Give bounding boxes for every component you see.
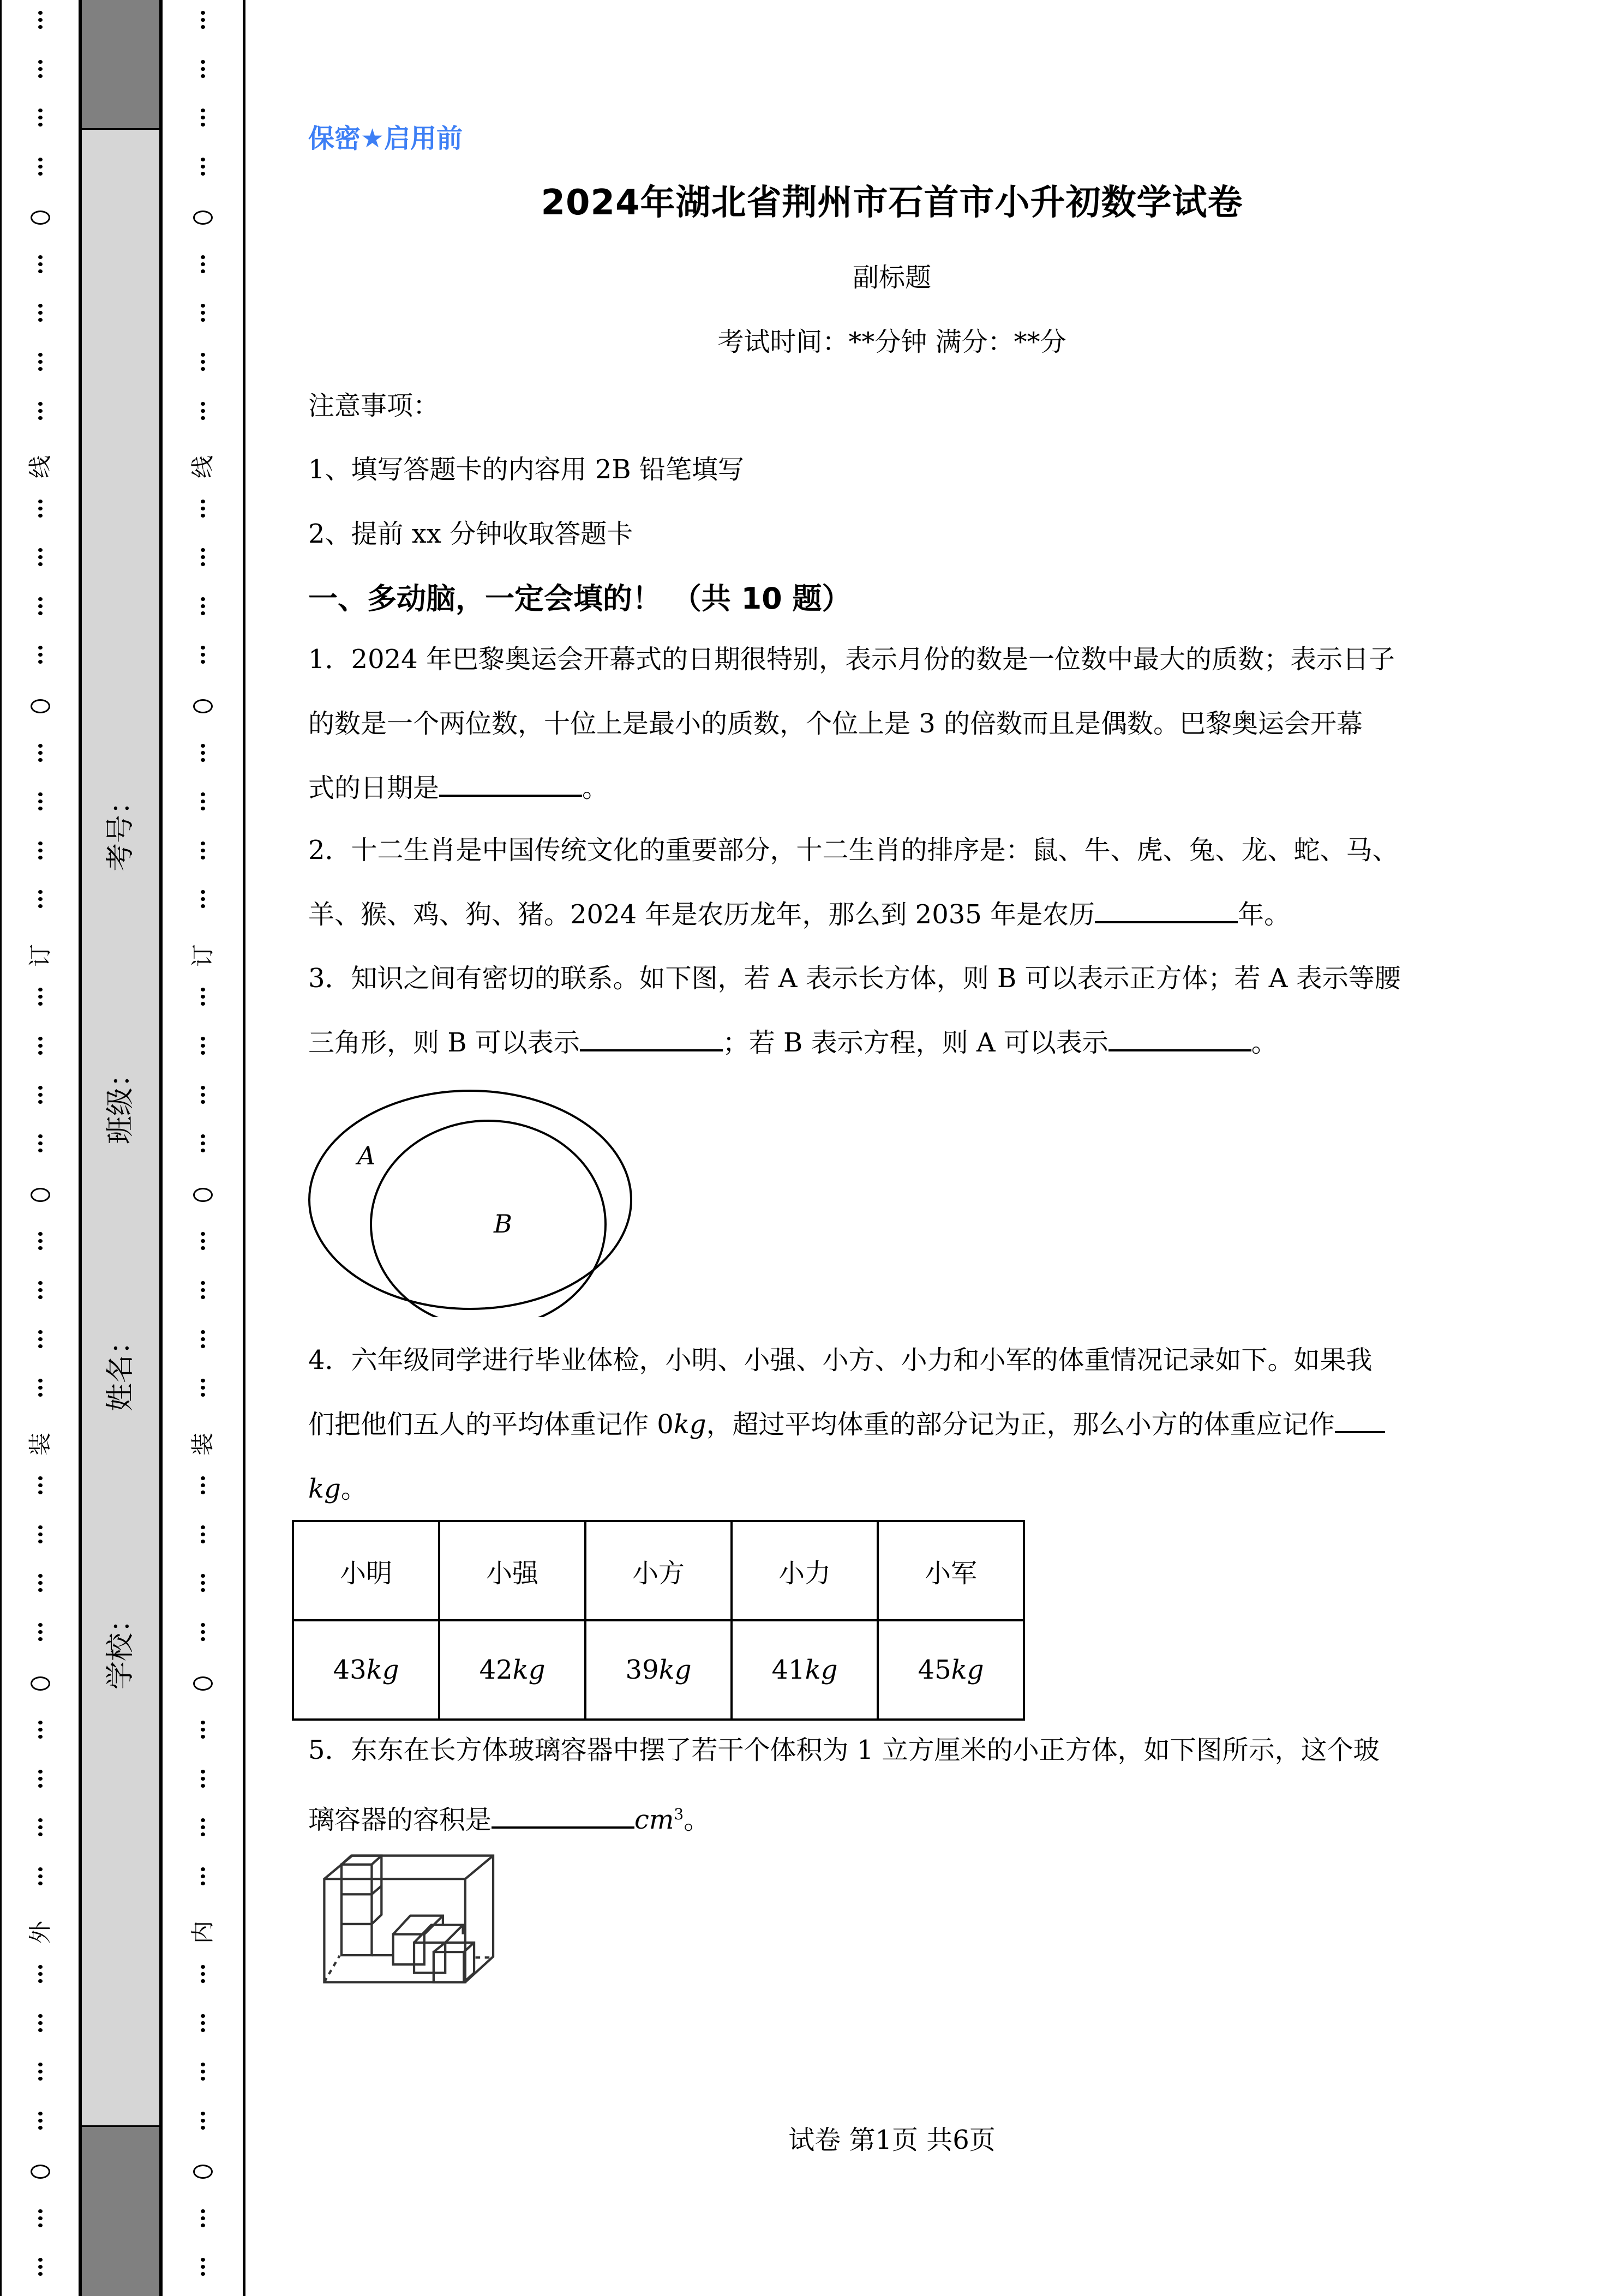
inner-dots: [200, 11, 206, 32]
cube: [393, 1934, 424, 1964]
question-text: 2．十二生肖是中国传统文化的重要部分，十二生肖的排序是：鼠、牛、虎、兔、龙、蛇、马、: [308, 835, 1399, 865]
answer-blank[interactable]: [1335, 1409, 1385, 1433]
binding-outer-column: [0, 0, 82, 2296]
outer-dots: [37, 1770, 44, 1791]
inner-dots: [200, 60, 206, 81]
unit-kg: kg: [308, 1474, 341, 1504]
table-row-weights: [293, 1620, 1024, 1720]
outer-set-ellipse: [309, 1091, 631, 1309]
outer-dots: [37, 2014, 44, 2035]
question-text-part: 。: [582, 773, 609, 803]
table-cell-name: 小方: [585, 1521, 732, 1620]
outer-circle-icon: [31, 1188, 50, 1202]
outer-cut-label: 订: [26, 944, 53, 967]
outer-dots: [37, 1037, 44, 1058]
outer-dots: [37, 1965, 44, 1986]
inner-dots: [200, 500, 206, 521]
inner-dots: [200, 158, 206, 179]
inner-dots: [200, 1086, 206, 1107]
question-text: [308, 882, 1476, 947]
table-cell-name: 小强: [439, 1521, 585, 1620]
outer-circle-icon: [31, 211, 50, 225]
inner-dots: [200, 2258, 206, 2279]
question-text: [308, 1457, 1476, 1521]
section-heading: 一、多动脑，一定会填的！ （共 10 题）: [308, 581, 852, 616]
answer-blank[interactable]: [492, 1805, 634, 1829]
note-item: 2、提前 xx 分钟收取答题卡: [308, 519, 633, 549]
question-text: 1．2024 年巴黎奥运会开幕式的日期很特别，表示月份的数是一位数中最大的质数；表示日子: [308, 644, 1395, 675]
inner-dots: [200, 1281, 206, 1302]
container-hidden-edge: [324, 1956, 339, 1982]
unit-cm: cm: [634, 1805, 674, 1835]
unit-exponent: 3: [674, 1805, 684, 1823]
inner-circle-icon: [193, 699, 213, 713]
outer-dots: [37, 2258, 44, 2279]
inner-dots: [200, 2014, 206, 2035]
question-2: [308, 818, 1476, 947]
question-text: 5．东东在长方体玻璃容器中摆了若干个体积为 1 立方厘米的小正方体，如下图所示，这个玻: [308, 1735, 1380, 1765]
question-3: [308, 946, 1476, 1075]
table-cell-weight: 39kg: [585, 1620, 732, 1720]
inner-dots: [200, 792, 206, 814]
answer-blank[interactable]: [580, 1027, 723, 1051]
question-4: [308, 1328, 1476, 1521]
inner-dots: [200, 402, 206, 423]
outer-dots: [37, 11, 44, 32]
inner-dots: [200, 1037, 206, 1058]
inner-dots: [200, 1232, 206, 1253]
table-cell-name: 小明: [293, 1521, 439, 1620]
outer-dots: [37, 988, 44, 1009]
question-text-part: 。: [684, 1805, 710, 1835]
inner-dots: [200, 1574, 206, 1595]
outer-dots: [37, 158, 44, 179]
inner-dots: [200, 304, 206, 325]
inner-dots: [200, 597, 206, 618]
question-text-part: 。: [1251, 1027, 1278, 1058]
inner-cut-label: 线: [189, 455, 216, 479]
outer-dots: [37, 353, 44, 374]
outer-dots: [37, 1476, 44, 1498]
question-text-part: 三角形，则 B 可以表示: [308, 1027, 580, 1058]
confidential-label: 保密★启用前: [308, 123, 463, 154]
exam-number-label: 考号：: [104, 786, 137, 872]
inner-dots: [200, 1134, 206, 1156]
inner-circle-icon: [193, 211, 213, 225]
question-text-part: 璃容器的容积是: [308, 1805, 492, 1835]
exam-info: 考试时间：**分钟 满分：**分: [717, 327, 1066, 357]
school-label: 学校：: [104, 1604, 137, 1690]
outer-dots: [37, 304, 44, 325]
outer-dots: [37, 842, 44, 863]
exam-title: 2024年湖北省荆州市石首市小升初数学试卷: [541, 183, 1243, 223]
inner-dots: [200, 353, 206, 374]
outer-cut-label: 外: [26, 1921, 53, 1944]
inner-set-ellipse: [371, 1121, 606, 1317]
table-cell-weight: 41kg: [732, 1620, 878, 1720]
outer-dots: [37, 548, 44, 569]
set-b-label: B: [494, 1209, 512, 1239]
outer-dots: [37, 255, 44, 277]
outer-dots: [37, 1867, 44, 1889]
venn-diagram: [308, 1088, 641, 1317]
inner-dots: [200, 2209, 206, 2231]
inner-dots: [200, 1623, 206, 1644]
question-text-part: 年。: [1238, 899, 1291, 930]
inner-dots: [200, 1965, 206, 1986]
binding-inner-column: [163, 0, 245, 2296]
inner-dots: [200, 1867, 206, 1889]
page-footer: 试卷 第1页 共6页: [788, 2125, 996, 2155]
outer-dots: [37, 1623, 44, 1644]
outer-dots: [37, 792, 44, 814]
outer-dots: [37, 1574, 44, 1595]
inner-dots: [200, 842, 206, 863]
weights-table: [292, 1520, 1025, 1721]
outer-dots: [37, 1818, 44, 1840]
inner-cut-label: 装: [189, 1433, 216, 1456]
inner-dots: [200, 1379, 206, 1400]
outer-dots: [37, 60, 44, 81]
outer-circle-icon: [31, 2165, 50, 2179]
outer-dots: [37, 1379, 44, 1400]
outer-dots: [37, 1134, 44, 1156]
inner-cut-label: 订: [189, 944, 216, 967]
inner-circle-icon: [193, 1188, 213, 1202]
outer-dots: [37, 2209, 44, 2231]
inner-dots: [200, 744, 206, 765]
question-text-part: ，超过平均体重的部分记为正，那么小方的体重应记作: [706, 1409, 1335, 1440]
name-label: 姓名：: [104, 1326, 137, 1412]
class-label: 班级：: [104, 1059, 137, 1145]
inner-dots: [200, 1770, 206, 1791]
question-text: [308, 1782, 1476, 1852]
outer-dots: [37, 646, 44, 667]
outer-dots: [37, 1232, 44, 1253]
table-row-names: [293, 1521, 1024, 1620]
binding-inner-track: [163, 0, 243, 2296]
outer-dots: [37, 1721, 44, 1742]
notes-heading: 注意事项：: [308, 390, 440, 421]
question-text-part: 们把他们五人的平均体重记作 0: [308, 1409, 674, 1440]
outer-dots: [37, 1330, 44, 1351]
inner-dots: [200, 988, 206, 1009]
outer-dots: [37, 1281, 44, 1302]
answer-blank[interactable]: [1095, 899, 1238, 923]
outer-dots: [37, 402, 44, 423]
inner-dots: [200, 890, 206, 911]
outer-dots: [37, 1086, 44, 1107]
outer-dots: [37, 744, 44, 765]
binding-dark-band-bottom: [82, 2125, 159, 2296]
binding-info-column: [82, 0, 163, 2296]
question-1: [308, 627, 1476, 820]
table-cell-weight: 45kg: [878, 1620, 1024, 1720]
question-text: [308, 1392, 1476, 1457]
outer-dots: [37, 890, 44, 911]
set-a-label: A: [357, 1141, 376, 1170]
binding-dark-band-top: [82, 0, 159, 130]
binding-outer-track: [2, 0, 79, 2296]
question-text-part: 式的日期是: [308, 773, 440, 803]
question-text: [308, 1011, 1476, 1075]
inner-dots: [200, 1525, 206, 1547]
table-cell-weight: 43kg: [293, 1620, 439, 1720]
inner-dots: [200, 1330, 206, 1351]
exam-subtitle: 副标题: [852, 262, 931, 293]
inner-dots: [200, 1721, 206, 1742]
table-cell-name: 小力: [732, 1521, 878, 1620]
answer-blank[interactable]: [1108, 1027, 1251, 1051]
container-edge: [465, 1856, 493, 1879]
inner-dots: [200, 2063, 206, 2084]
note-item: 1、填写答题卡的内容用 2B 铅笔填写: [308, 454, 744, 485]
inner-dots: [200, 1818, 206, 1840]
outer-dots: [37, 500, 44, 521]
outer-dots: [37, 597, 44, 618]
question-text: 4．六年级同学进行毕业体检，小明、小强、小方、小力和小军的体重情况记录如下。如果我: [308, 1345, 1373, 1375]
cube: [434, 1952, 464, 1982]
inner-circle-icon: [193, 1676, 213, 1691]
inner-dots: [200, 548, 206, 569]
outer-dots: [37, 1525, 44, 1547]
question-text: [308, 756, 1476, 820]
outer-circle-icon: [31, 699, 50, 713]
question-text-part: 。: [340, 1474, 367, 1504]
glass-container-diagram: [308, 1854, 526, 2012]
inner-dots: [200, 646, 206, 667]
inner-dots: [200, 109, 206, 130]
inner-dots: [200, 1476, 206, 1498]
answer-blank[interactable]: [439, 773, 582, 797]
outer-cut-label: 装: [26, 1433, 53, 1456]
inner-dots: [200, 255, 206, 277]
outer-cut-label: 线: [26, 455, 53, 479]
inner-dots: [200, 2112, 206, 2133]
unit-kg: kg: [673, 1409, 706, 1440]
table-cell-weight: 42kg: [439, 1620, 585, 1720]
inner-circle-icon: [193, 2165, 213, 2179]
outer-dots: [37, 109, 44, 130]
table-cell-name: 小军: [878, 1521, 1024, 1620]
question-5: [308, 1718, 1476, 1852]
question-text: 的数是一个两位数，十位上是最小的质数，个位上是 3 的倍数而且是偶数。巴黎奥运会开幕: [308, 708, 1363, 739]
outer-dots: [37, 2112, 44, 2133]
outer-dots: [37, 2063, 44, 2084]
question-text-part: 羊、猴、鸡、狗、猪。2024 年是农历龙年，那么到 2035 年是农历: [308, 899, 1095, 930]
question-text: 3．知识之间有密切的联系。如下图，若 A 表示长方体，则 B 可以表示正方体；若 A 表示等腰: [308, 963, 1401, 994]
inner-cut-label: 内: [189, 1921, 216, 1944]
question-text-part: ；若 B 表示方程，则 A 可以表示: [722, 1027, 1108, 1058]
outer-circle-icon: [31, 1676, 50, 1691]
